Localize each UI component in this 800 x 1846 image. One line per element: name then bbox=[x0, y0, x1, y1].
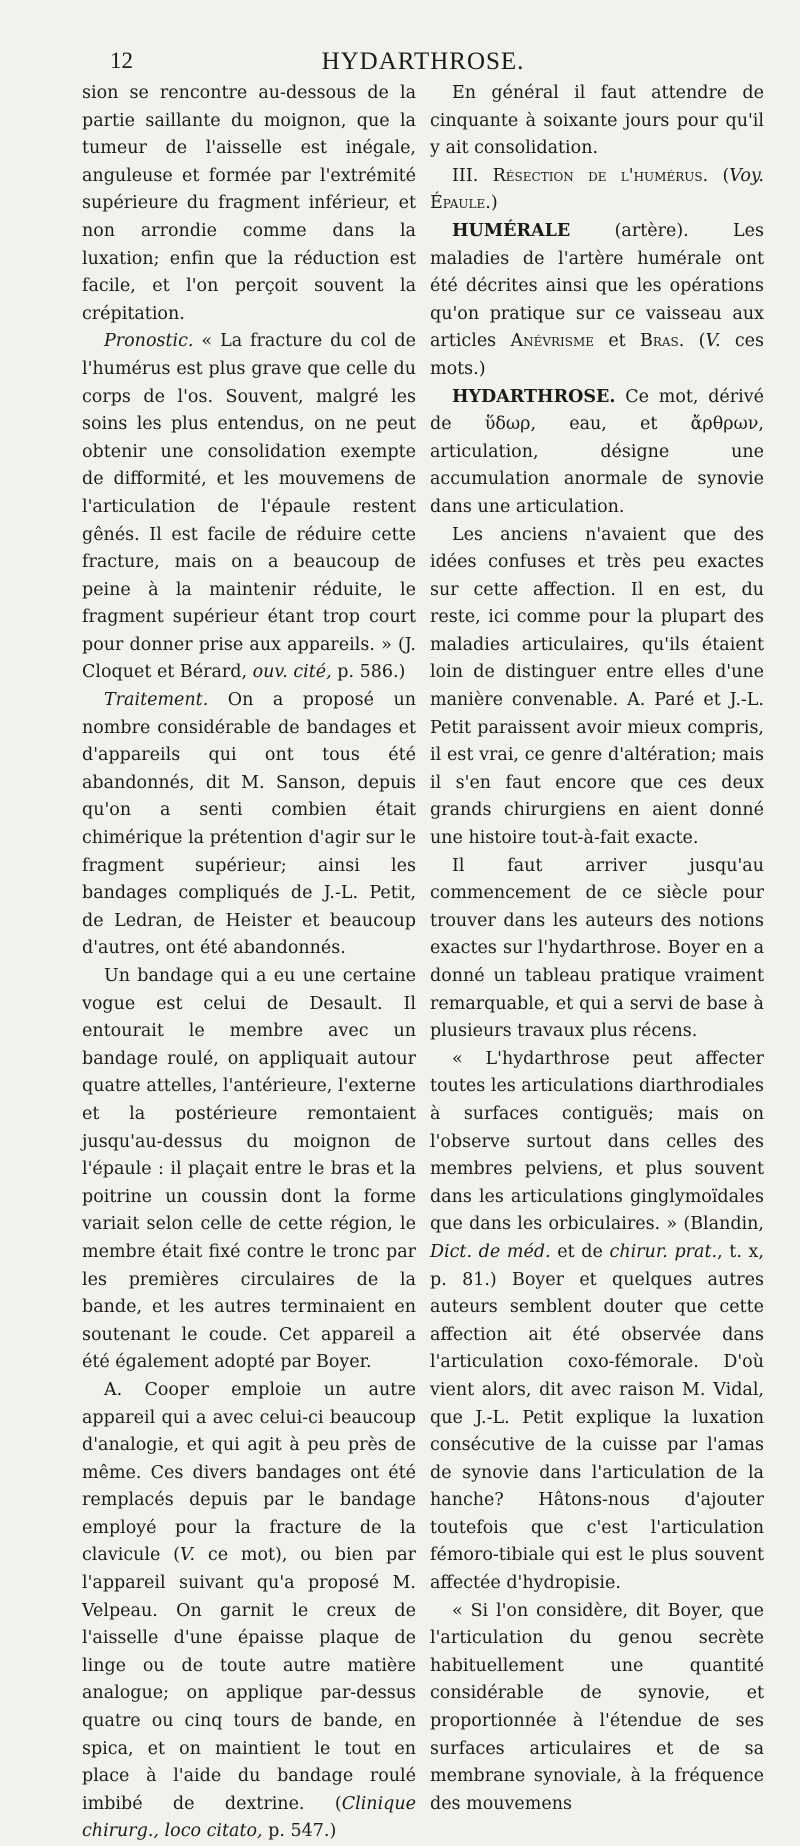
section-label: Pronostic. bbox=[104, 331, 194, 352]
paragraph-text: Un bandage qui a eu une certaine vogue est celui de Desault. Il entourait le membre avec un bandage roulé, on appliquait autour quatre attelles, l'antérieure, l'externe et la postérieure remontaient jusqu'au-dessus du moignon de l'épaule : il plaçait entre le bras et la poitrine un coussin dont la forme variait selon celle de cette région, le membre était fixé contre le tronc par les premières circulaires de la bande, et les autres terminaient en soutenant le coude. Cet appareil a été également adopté par Boyer. bbox=[82, 966, 416, 1373]
paragraph-text: « Si l'on considère, dit Boyer, que l'articulation du genou secrète habituellement une quantité considérable de synovie, et proportionnée à l'étendue de ses surfaces articulaires et de sa membrane synoviale, à la fréquence des mouvemens bbox=[430, 1600, 764, 1814]
cross-reference: V. bbox=[179, 1545, 196, 1566]
paragraph bbox=[82, 1377, 416, 1846]
paragraph-text: p. 547.) bbox=[262, 1821, 337, 1842]
paragraph-text: Les anciens n'avaient que des idées confuses et très peu exactes sur cette affection. Il en est, du reste, ici comme pour la plupart des maladies articulaires, qu'ils étaient loin de distinguer entre elles d'une manière convenable. A. Paré et J.-L. Petit paraissent avoir mieux compris, il est vrai, ce genre d'altération; mais il s'en faut encore que ces deux grands chirurgiens en aient donné une histoire tout-à-fait exacte. bbox=[430, 524, 764, 849]
citation: ouv. cité, bbox=[252, 662, 332, 683]
paragraph-text: ce mot), ou bien par l'appareil suivant qu'a proposé M. Velpeau. On garnit le creux de l'aisselle d'une épaisse plaque de linge ou de toute autre matière analogue; on applique par-dessus quatre ou cinq tours de bande, en spica, et on maintient le tout en place à l'aide du bandage roulé imbibé de dextrine. ( bbox=[82, 1545, 417, 1814]
paragraph-text: et bbox=[594, 331, 640, 352]
paragraph-text: et de bbox=[550, 1241, 610, 1262]
paragraph-text: . ( bbox=[678, 331, 706, 352]
paragraph-text: Il faut arriver jusqu'au commencement de ce siècle pour trouver dans les auteurs des notions exactes sur l'hydarthrose. Boyer en a donné un tableau pratique vraiment remarquable, et qui a servi de base à plusieurs travaux plus récens. bbox=[430, 855, 764, 1042]
running-title: HYDARTHROSE. bbox=[321, 48, 525, 75]
paragraph-text: « L'hydarthrose peut affecter toutes les articulations diarthrodiales à surfaces contiguës; mais on l'observe surtout dans celles des membres pelviens, et plus souvent dans les articulations ginglymoïdales que dans les orbiculaires. » (Blandin, bbox=[430, 1048, 764, 1235]
citation: chirur. prat. bbox=[609, 1241, 718, 1262]
paragraph-text: (artère). Les maladies de l'artère humérale ont été décrites ainsi que les opérations qu'on pratique sur ce vaisseau aux articles bbox=[430, 220, 764, 352]
paragraph-traitement bbox=[82, 687, 416, 963]
paragraph-text: III. bbox=[452, 165, 493, 186]
left-column bbox=[82, 80, 416, 1846]
cross-reference-target: Bras bbox=[639, 331, 679, 352]
cross-reference: Voy. bbox=[729, 165, 764, 186]
entry-heading: HYDARTHROSE. bbox=[452, 386, 616, 407]
paragraph-pronostic bbox=[82, 328, 416, 687]
paragraph bbox=[82, 963, 416, 1377]
paragraph-text: En général il faut attendre de cinquante à soixante jours pour qu'il y ait consolidation. bbox=[430, 83, 764, 159]
right-column bbox=[430, 80, 764, 1846]
page-number: 12 bbox=[110, 48, 133, 73]
text-columns bbox=[82, 80, 764, 1846]
cross-reference-target: Anévrisme bbox=[510, 331, 595, 352]
paragraph-text: On a proposé un nombre considérable de bandages et d'appareils qui ont tous été abandonnés, dit M. Sanson, depuis qu'on a senti combien était chimérique la prétention d'agir sur le fragment supérieur; ainsi les bandages compliqués de J.-L. Petit, de Ledran, de Heister et beaucoup d'autres, ont été abandonnés. bbox=[82, 690, 416, 959]
paragraph-text: , t. x, p. 81.) Boyer et quelques autres auteurs semblent douter que cette affection ait été observée dans l'articulation coxo-fémorale. D'où vient alors, dit avec raison M. Vidal, que J.-L. Petit explique la luxation consécutive de la cuisse par l'amas de synovie dans l'articulation de la hanche? Hâtons-nous d'ajouter toutefois que c'est l'articulation fémoro-tibiale qui est le plus souvent affectée d'hydropisie. bbox=[430, 1241, 764, 1594]
page-header bbox=[82, 48, 764, 78]
paragraph bbox=[430, 80, 764, 163]
paragraph-text: ) bbox=[490, 193, 498, 214]
cross-reference-target: Épaule. bbox=[430, 193, 491, 214]
cross-reference: V. bbox=[705, 331, 721, 352]
section-label: Traitement. bbox=[104, 690, 209, 711]
citation: Clinique chirurg., loco citato, bbox=[82, 1793, 416, 1842]
paragraph-resection bbox=[430, 163, 764, 218]
citation: Dict. de méd. bbox=[430, 1241, 551, 1262]
entry-heading: HUMÉRALE bbox=[452, 220, 571, 241]
paragraph-text: ces mots.) bbox=[430, 331, 765, 379]
paragraph bbox=[430, 853, 764, 1046]
paragraph-text: p. 586.) bbox=[331, 662, 406, 683]
paragraph-text: Ce mot, dérivé de ὕδωρ, eau, et ἄρθρων, articulation, désigne une accumulation anormale de synovie dans une articulation. bbox=[430, 386, 764, 517]
paragraph bbox=[430, 1598, 764, 1819]
entry-hydarthrose bbox=[430, 384, 764, 522]
paragraph-text: « La fracture du col de l'humérus est plus grave que celle du corps de l'os. Souvent, malgré les soins les plus entendus, on ne peut obtenir une consolidation exempte de difformité, et les mouvemens de l'articulation de l'épaule restent gênés. Il est facile de réduire cette fracture, mais on a beaucoup de peine à la maintenir réduite, le fragment supérieur étant trop court pour donner prise aux appareils. » (J. Cloquet et Bérard, bbox=[82, 331, 416, 683]
paragraph-text: sion se rencontre au-dessous de la partie saillante du moignon, que la tumeur de l'aisselle est inégale, anguleuse et formée par l'extrémité supérieure du fragment inférieur, et non arrondie comme dans la luxation; enfin que la réduction est facile, et l'on perçoit souvent la crépitation. bbox=[82, 83, 416, 324]
section-label: Résection de l'humérus. bbox=[492, 165, 709, 186]
paragraph-text: ( bbox=[708, 165, 730, 186]
paragraph bbox=[430, 522, 764, 853]
paragraph bbox=[82, 80, 416, 328]
paragraph bbox=[430, 1046, 764, 1598]
paragraph-text: A. Cooper emploie un autre appareil qui a avec celui-ci beaucoup d'analogie, et qui agit à peu près de même. Ces divers bandages ont été remplacés depuis par le bandage employé pour la fracture de la clavicule ( bbox=[82, 1379, 416, 1566]
entry-humerale bbox=[430, 218, 764, 384]
